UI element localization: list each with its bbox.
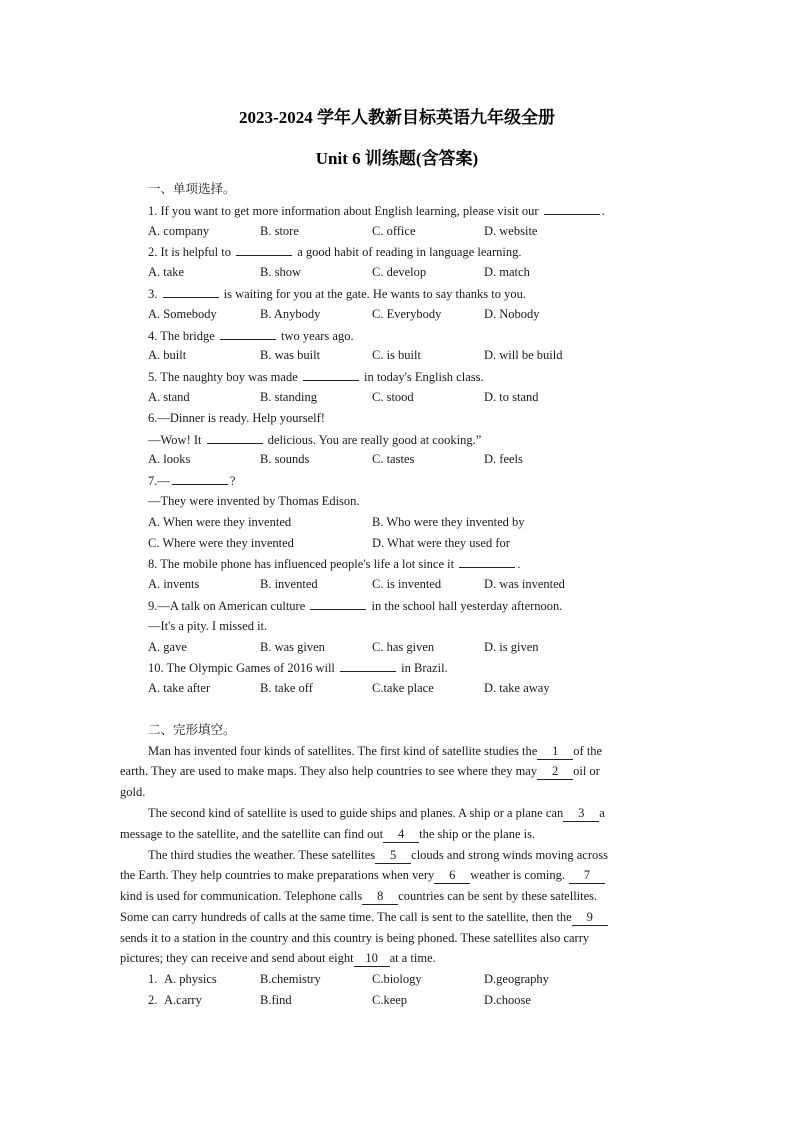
passage-line: pictures; they can receive and send about eight 10 at a time. bbox=[120, 951, 436, 966]
cloze-blank: 8 bbox=[362, 888, 398, 905]
question-8-options bbox=[120, 574, 676, 595]
question-stem: 3. is waiting for you at the gate. He wants to say thanks to you. bbox=[120, 283, 676, 304]
option: A. When were they invented bbox=[148, 514, 292, 529]
question-options bbox=[120, 262, 676, 283]
cloze-blank: 4 bbox=[383, 826, 419, 843]
question-6-line1: 6.—Dinner is ready. Help yourself! bbox=[148, 410, 325, 425]
passage-line: The third studies the weather. These satellites 5 clouds and strong winds moving across bbox=[148, 847, 608, 862]
question-options bbox=[120, 221, 676, 242]
question-stem: 4. The bridge two years ago. bbox=[120, 325, 676, 346]
passage-line: Man has invented four kinds of satellites. The first kind of satellite studies the 1 of the bbox=[148, 743, 603, 758]
passage-line: gold. bbox=[120, 785, 146, 800]
passage-line: The second kind of satellite is used to guide ships and planes. A ship or a plane can 3 a bbox=[148, 805, 605, 820]
option: B. sounds bbox=[260, 452, 310, 467]
question-10-options bbox=[120, 678, 676, 699]
question-stem: 1. If you want to get more information about English learning, please visit our . bbox=[120, 200, 676, 221]
option: C. is invented bbox=[372, 577, 442, 592]
option: C. tastes bbox=[372, 452, 415, 467]
option: C. Everybody bbox=[372, 306, 442, 321]
option: A. physics bbox=[164, 972, 217, 987]
question-stem: 2. It is helpful to a good habit of reading in language learning. bbox=[120, 241, 676, 262]
question-9-line2: —It's a pity. I missed it. bbox=[148, 618, 268, 633]
cloze-blank: 5 bbox=[375, 847, 411, 864]
question-10-stem: 10. The Olympic Games of 2016 will in Brazil. bbox=[120, 657, 676, 678]
answer-blank bbox=[236, 241, 292, 256]
question-8-stem: 8. The mobile phone has influenced people's life a lot since it . bbox=[120, 553, 676, 574]
option: C.biology bbox=[372, 972, 422, 987]
option: D. is given bbox=[484, 639, 539, 654]
option: A. stand bbox=[148, 389, 190, 404]
option: D. Nobody bbox=[484, 306, 540, 321]
document-subtitle: Unit 6 训练题(含答案) bbox=[315, 149, 479, 168]
question-options bbox=[120, 345, 676, 366]
question-6-line2: —Wow! It delicious. You are really good at cooking.” bbox=[120, 429, 676, 450]
cloze-passage bbox=[120, 741, 676, 970]
option: A. take bbox=[148, 265, 185, 280]
question-9-line1: 9.—A talk on American culture in the school hall yesterday afternoon. bbox=[120, 595, 676, 616]
answer-blank bbox=[544, 200, 600, 215]
passage-line: Some can carry hundreds of calls at the same time. The call is sent to the satellite, then the 9 bbox=[120, 907, 676, 928]
option: D.geography bbox=[484, 972, 549, 987]
answer-blank bbox=[207, 429, 263, 444]
cloze-choice-row: 1. A. physics B.chemistry C.biology D.geography bbox=[120, 969, 676, 990]
option: A. take after bbox=[148, 681, 211, 696]
option: B. invented bbox=[260, 577, 318, 592]
option: B.find bbox=[260, 993, 292, 1008]
option: D. feels bbox=[484, 452, 523, 467]
option: D. to stand bbox=[484, 389, 539, 404]
option: B. was built bbox=[260, 348, 321, 363]
passage-line: earth. They are used to make maps. They also help countries to see where they may 2 oil or bbox=[120, 764, 600, 779]
answer-blank bbox=[303, 366, 359, 381]
option: B. standing bbox=[260, 389, 317, 404]
option: A. built bbox=[148, 348, 187, 363]
document-body bbox=[120, 179, 676, 1011]
option: A. Somebody bbox=[148, 306, 217, 321]
option: C. is built bbox=[372, 348, 421, 363]
option: D. will be build bbox=[484, 348, 563, 363]
option: D. website bbox=[484, 223, 538, 238]
option: C. stood bbox=[372, 389, 414, 404]
question-9-options bbox=[120, 637, 676, 658]
section-heading-single-choice: 一、单项选择。 bbox=[148, 182, 236, 196]
passage-line: the Earth. They help countries to make preparations when very 6 weather is coming. 7 bbox=[120, 865, 676, 886]
question-list bbox=[120, 200, 676, 408]
answer-blank bbox=[220, 325, 276, 340]
answer-blank bbox=[172, 470, 228, 485]
option: B. was given bbox=[260, 639, 325, 654]
option: C.keep bbox=[372, 993, 408, 1008]
option: A.carry bbox=[164, 993, 202, 1008]
question-6-options bbox=[120, 449, 676, 470]
document-title: 2023-2024 学年人教新目标英语九年级全册 bbox=[239, 108, 555, 127]
answer-blank bbox=[459, 553, 515, 568]
section-heading-cloze: 二、完形填空。 bbox=[148, 722, 236, 737]
cloze-blank: 9 bbox=[572, 909, 608, 926]
cloze-choice-row: 2. A.carry B.find C.keep D.choose bbox=[120, 990, 676, 1011]
option: B. Anybody bbox=[260, 306, 321, 321]
option: B. store bbox=[260, 223, 299, 238]
option: B.chemistry bbox=[260, 972, 321, 987]
option: C. has given bbox=[372, 639, 435, 654]
passage-line: sends it to a station in the country and this country is being phoned. These satellites also carry bbox=[120, 930, 590, 945]
answer-blank bbox=[163, 283, 219, 298]
cloze-blank: 3 bbox=[563, 805, 599, 822]
spacer bbox=[120, 699, 676, 720]
question-7-line1: 7.— ? bbox=[120, 470, 676, 491]
question-7-options-row1 bbox=[120, 512, 676, 533]
cloze-blank: 1 bbox=[537, 743, 573, 760]
passage-line: kind is used for communication. Telephone calls 8 countries can be sent by these satellites. bbox=[120, 889, 598, 904]
option: A. looks bbox=[148, 452, 191, 467]
question-stem: 5. The naughty boy was made in today's English class. bbox=[120, 366, 676, 387]
option: D. was invented bbox=[484, 577, 565, 592]
cloze-blank: 6 bbox=[434, 867, 470, 884]
cloze-blank: 10 bbox=[354, 950, 390, 967]
answer-blank bbox=[340, 657, 396, 672]
question-options bbox=[120, 304, 676, 325]
answer-blank bbox=[310, 595, 366, 610]
question-options bbox=[120, 387, 676, 408]
passage-line: message to the satellite, and the satellite can find out 4 the ship or the plane is. bbox=[120, 826, 536, 841]
option: B. take off bbox=[260, 681, 313, 696]
cloze-blank: 7 bbox=[569, 867, 605, 884]
option: D.choose bbox=[484, 993, 531, 1008]
option: C. develop bbox=[372, 265, 427, 280]
option: C. office bbox=[372, 223, 416, 238]
option: B. Who were they invented by bbox=[372, 514, 525, 529]
option: A. gave bbox=[148, 639, 187, 654]
option: C.take place bbox=[372, 681, 434, 696]
option: D. take away bbox=[484, 681, 550, 696]
cloze-choices bbox=[120, 969, 676, 1011]
question-7-line2: —They were invented by Thomas Edison. bbox=[148, 493, 360, 508]
question-7-options-row2 bbox=[120, 533, 676, 554]
option: C. Where were they invented bbox=[148, 535, 294, 550]
option: D. match bbox=[484, 265, 530, 280]
option: A. invents bbox=[148, 577, 200, 592]
option: D. What were they used for bbox=[372, 535, 510, 550]
option: B. show bbox=[260, 265, 301, 280]
option: A. company bbox=[148, 223, 210, 238]
cloze-blank: 2 bbox=[537, 763, 573, 780]
